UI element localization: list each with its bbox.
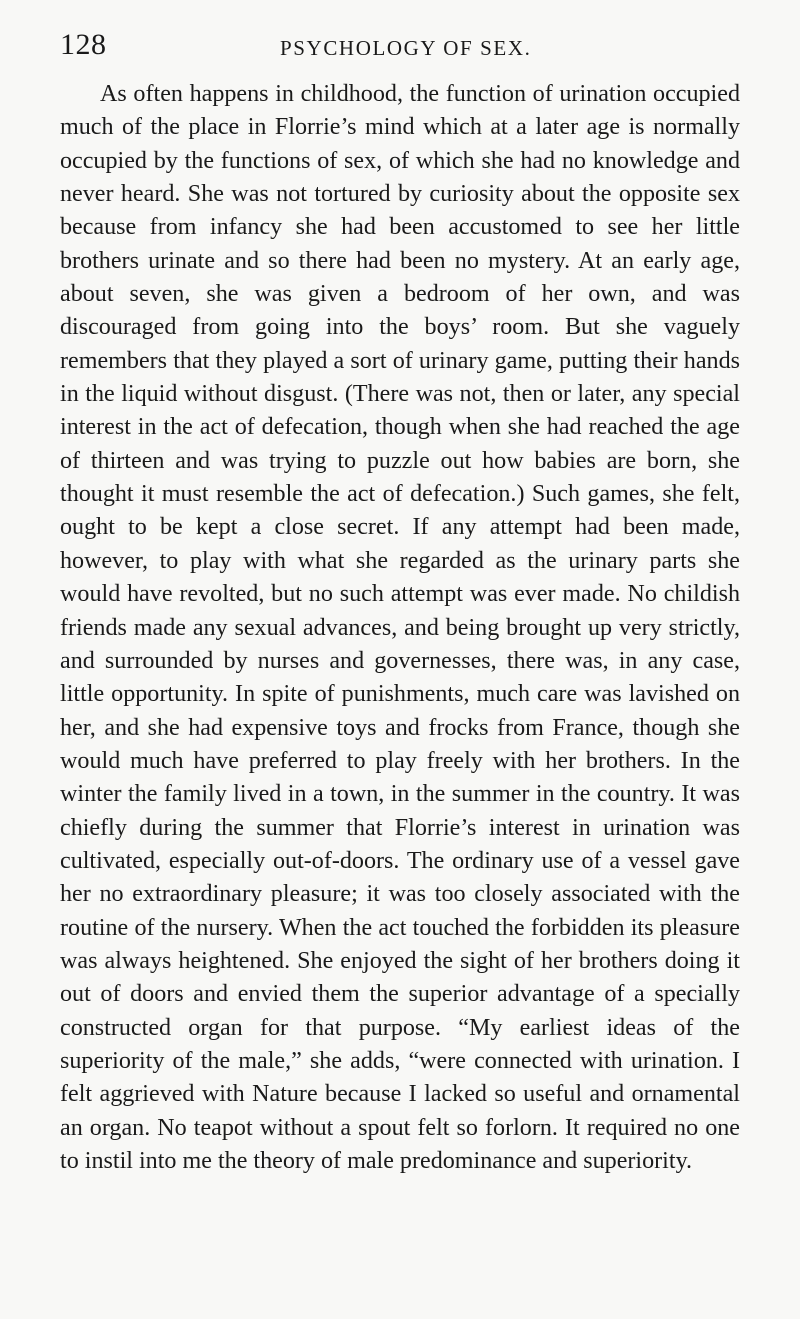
body-paragraph: As often happens in childhood, the function of urination occupied much of the place in Florrie’s mind which at a later age is normally occupied by the functions of sex, of which she had no knowledge and never heard. She was not tortured by curiosity about the opposite sex because from infancy she had been accustomed to see her little brothers urinate and so there had been no mystery. At an early age, about seven, she was given a bedroom of her own, and was discouraged from going into the boys’ room. But she vaguely remembers that they played a sort of urinary game, putting their hands in the liquid without disgust. (There was not, then or later, any special interest in the act of defecation, though when she had reached the age of thirteen and was trying to puzzle out how babies are born, she thought it must resemble the act of defecation.) Such games, she felt, ought to be kept a close secret. If any attempt had been made, however, to play with what she regarded as the urinary parts she would have revolted, but no such attempt was ever made. No childish friends made any sexual advances, and being brought up very strictly, and surrounded by nurses and governesses, there was, in any case, little opportunity. In spite of punishments, much care was lavished on her, and she had expensive toys and frocks from France, though she would much have preferred to play freely with her brothers. In the winter the family lived in a town, in the summer in the country. It was chiefly during the summer that Florrie’s interest in urination was cultivated, especially out-of-doors. The ordinary use of a vessel gave her no extraordinary pleasure; it was too closely associated with the routine of the nursery. When the act touched the forbidden its pleasure was always heightened. She enjoyed the sight of her brothers doing it out of doors and envied them the superior advantage of a specially constructed organ for that purpose. “My earliest ideas of the superiority of the male,” she adds, “were connected with urination. I felt aggrieved with Nature because I lacked so useful and ornamental an organ. No teapot without a spout felt so forlorn. It required no one to instil into me the theory of male predominance and superiority. bbox=[60, 81, 740, 1174]
page-number: 128 bbox=[60, 28, 107, 61]
running-head bbox=[60, 28, 740, 68]
running-title: PSYCHOLOGY OF SEX. bbox=[280, 36, 532, 60]
